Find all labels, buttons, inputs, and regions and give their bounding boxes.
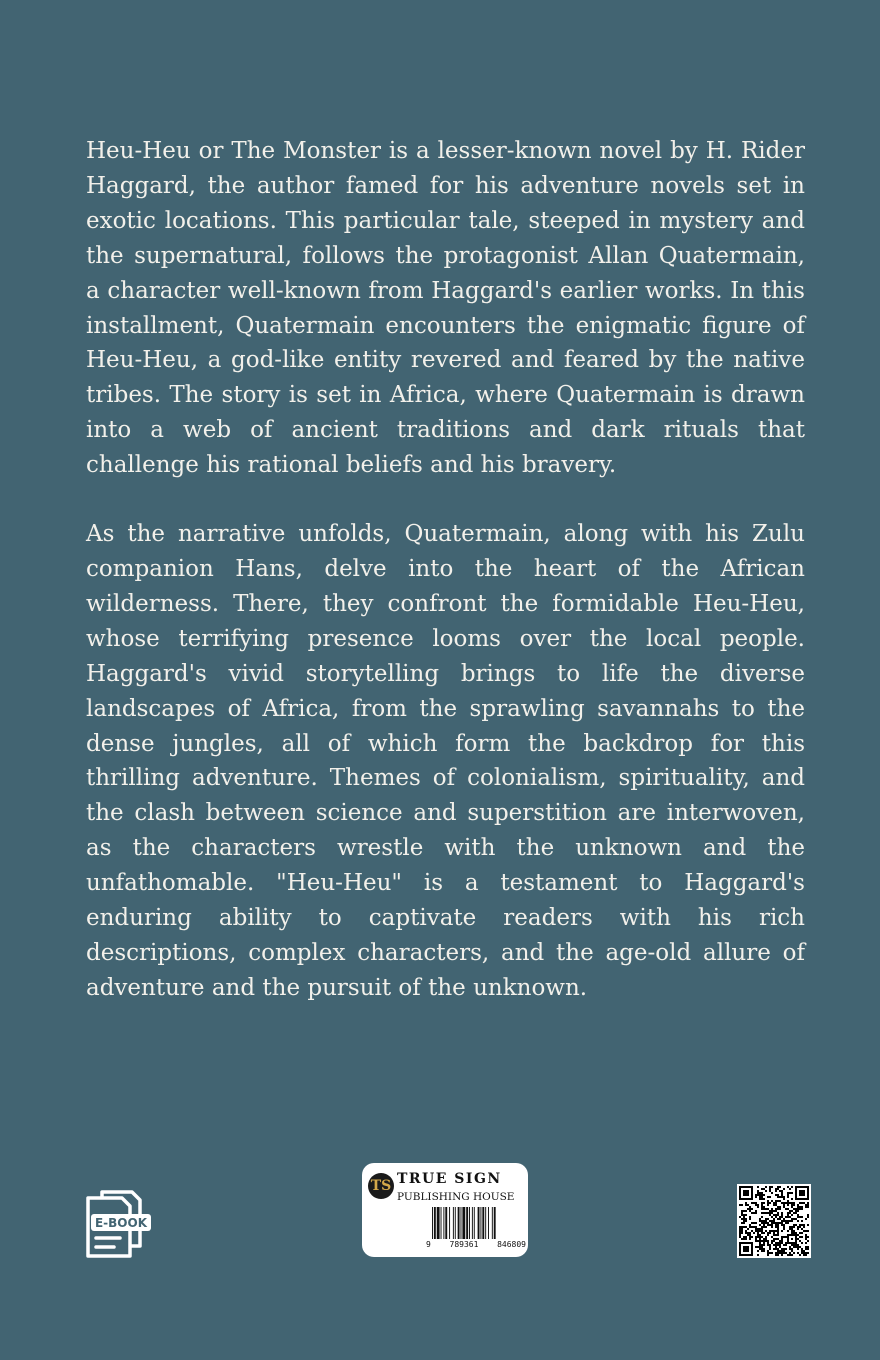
description-paragraph-2: As the narrative unfolds, Quatermain, along with his Zulu companion Hans, delve into the heart of the African wilderness. There, they confront the formidable Heu-Heu, whose terrifying presence looms over the local people. Haggard's vivid storytelling brings to life the diverse landscapes of Africa, from the sprawling savannahs to the dense jungles, all of which form the backdrop for this thrilling adventure. Themes of colonialism, spirituality, and the clash between science and superstition are interwoven, as the characters wrestle with the unknown and the unfathomable. "Heu-Heu" is a testament to Haggard's enduring ability to captivate readers with his rich descriptions, complex characters, and the age-old allure of adventure and the pursuit of the unknown. [86, 521, 805, 1001]
barcode-icon [432, 1207, 524, 1239]
isbn-number [426, 1240, 526, 1249]
ts-monogram-icon: TS [368, 1173, 394, 1199]
publisher-badge [362, 1163, 528, 1257]
ebook-icon [84, 1190, 154, 1258]
book-description [86, 134, 805, 1006]
publisher-name: TRUE SIGN [397, 1171, 502, 1187]
publisher-subtitle: PUBLISHING HOUSE [397, 1191, 515, 1203]
isbn-middle-digits: 789361 [449, 1240, 479, 1249]
qr-code-icon [737, 1184, 811, 1258]
isbn-first-digit: 9 [426, 1240, 431, 1249]
description-paragraph-1: Heu-Heu or The Monster is a lesser-known novel by H. Rider Haggard, the author famed for his adventure novels set in exotic locations. This particular tale, steeped in mystery and the supernatural, follows the protagonist Allan Quatermain, a character well-known from Haggard's earlier works. In this installment, Quatermain encounters the enigmatic figure of Heu-Heu, a god-like entity revered and feared by the native tribes. The story is set in Africa, where Quatermain is drawn into a web of ancient traditions and dark rituals that challenge his rational beliefs and his bravery. [86, 138, 805, 479]
isbn-last-digits: 846809 [497, 1240, 526, 1249]
ebook-label: E-BOOK [94, 1216, 148, 1230]
